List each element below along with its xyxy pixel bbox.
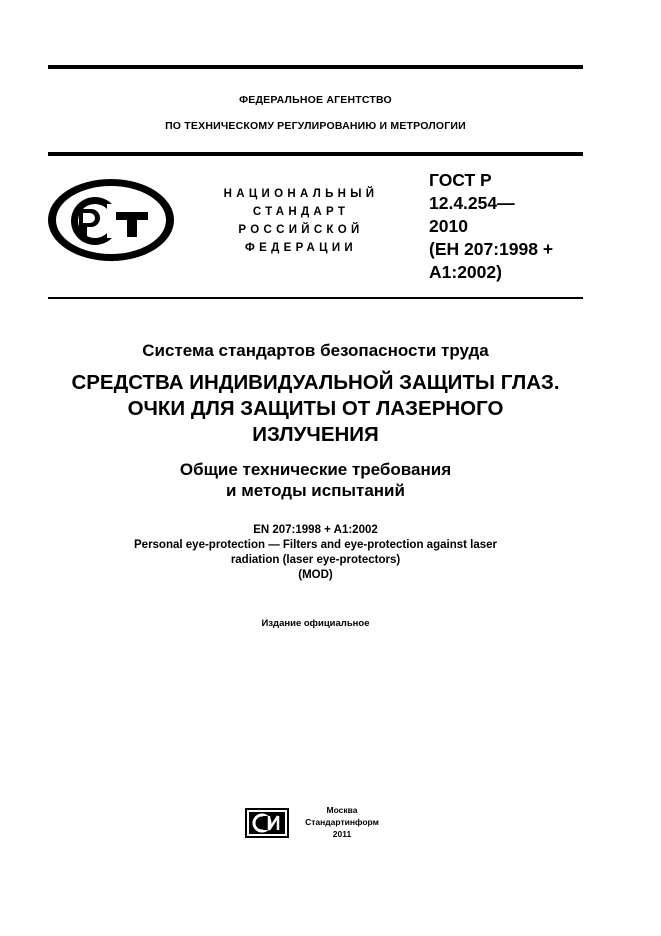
national-standard-line-2: СТАНДАРТ (252, 206, 350, 218)
designation-line-1: ГОСТ Р (429, 170, 492, 190)
publisher-info (290, 804, 394, 840)
designation-line-4: (ЕН 207:1998 + (429, 239, 554, 259)
publisher-name: Стандартинформ (305, 817, 379, 827)
en-line-4: (MOD) (298, 569, 333, 581)
publisher-city: Москва (326, 805, 358, 815)
designation-line-3: 2010 (429, 216, 468, 236)
edition-label: Издание официальное (261, 618, 370, 629)
bottom-rule (48, 297, 583, 299)
agency-line-1: ФЕДЕРАЛЬНОЕ АГЕНТСТВО (239, 94, 392, 106)
subtitle-line-2: и методы испытаний (226, 481, 405, 500)
en-line-3: radiation (laser eye-protectors) (230, 554, 401, 566)
en-line-2: Personal eye-protection — Filters and eye-protection against laser (134, 539, 497, 551)
designation-line-2: 12.4.254— (429, 193, 515, 213)
rst-logo-icon (45, 176, 177, 264)
top-rule (48, 65, 583, 69)
en-reference (48, 523, 583, 583)
national-standard-line-3: РОССИЙСКОЙ (238, 224, 364, 236)
standards-series: Система стандартов безопасности труда (142, 341, 489, 360)
designation-line-5: А1:2002) (429, 262, 502, 282)
standard-designation (429, 169, 589, 284)
national-standard-line-4: ФЕДЕРАЦИИ (245, 242, 357, 254)
subtitle-line-1: Общие технические требования (179, 460, 452, 479)
logo-text: РСТ (111, 262, 113, 263)
national-standard-line-1: НАЦИОНАЛЬНЫЙ (223, 188, 379, 200)
title-line-3: ИЗЛУЧЕНИЯ (252, 423, 379, 446)
en-line-1: EN 207:1998 + A1:2002 (253, 524, 378, 536)
title-line-2: ОЧКИ ДЛЯ ЗАЩИТЫ ОТ ЛАЗЕРНОГО (127, 397, 504, 420)
agency-line-2: ПО ТЕХНИЧЕСКОМУ РЕГУЛИРОВАНИЮ И МЕТРОЛОГИИ (165, 120, 466, 132)
middle-rule (48, 152, 583, 156)
standartinform-logo-icon (245, 808, 289, 838)
publisher-year: 2011 (332, 829, 352, 839)
document-subtitle (48, 459, 583, 501)
document-title (48, 370, 583, 448)
title-line-1: СРЕДСТВА ИНДИВИДУАЛЬНОЙ ЗАЩИТЫ ГЛАЗ. (71, 371, 560, 394)
